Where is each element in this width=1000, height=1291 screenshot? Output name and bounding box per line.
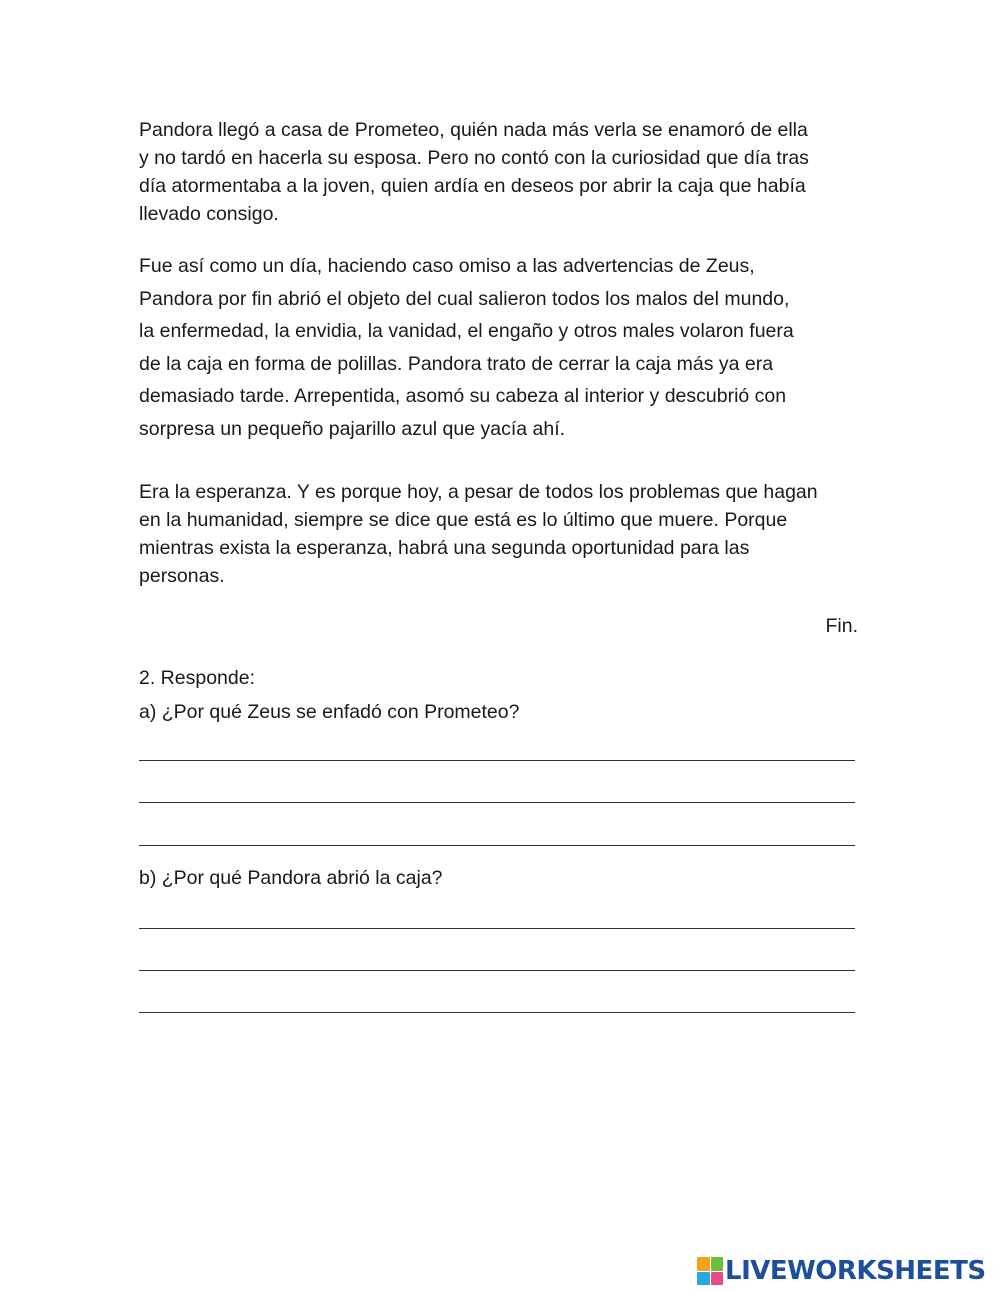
text-line: personas.	[139, 565, 225, 587]
text-line: día atormentaba a la joven, quien ardía en deseos por abrir la caja que había	[139, 175, 806, 197]
text-line: en la humanidad, siempre se dice que está es lo último que muere. Porque	[139, 509, 788, 531]
story-ending: Fin.	[825, 615, 858, 637]
text-line: demasiado tarde. Arrepentida, asomó su cabeza al interior y descubrió con	[139, 385, 787, 408]
text-line: sorpresa un pequeño pajarillo azul que yacía ahí.	[139, 417, 566, 440]
liveworksheets-logo	[697, 1254, 986, 1288]
logo-text: LIVEWORKSHEETS	[725, 1256, 986, 1286]
question-a: a) ¿Por qué Zeus se enfadó con Prometeo?	[139, 701, 520, 723]
answer-line-a2[interactable]	[139, 802, 855, 803]
text-line: Pandora por fin abrió el objeto del cual salieron todos los malos del mundo,	[139, 287, 790, 310]
text-line: y no tardó en hacerla su esposa. Pero no contó con la curiosidad que día tras	[139, 147, 809, 169]
text-line: Era la esperanza. Y es porque hoy, a pesar de todos los problemas que hagan	[139, 481, 818, 503]
answer-line-a3[interactable]	[139, 845, 855, 846]
story-paragraph-3	[139, 478, 864, 590]
story-paragraph-1	[139, 116, 864, 228]
text-line: la enfermedad, la envidia, la vanidad, el engaño y otros males volaron fuera	[139, 320, 794, 343]
text-line: de la caja en forma de polillas. Pandora trato de cerrar la caja más ya era	[139, 352, 774, 375]
answer-line-b3[interactable]	[139, 1012, 855, 1013]
text-line: Pandora llegó a casa de Prometeo, quién nada más verla se enamoró de ella	[139, 119, 808, 141]
answer-line-b2[interactable]	[139, 970, 855, 971]
question-b: b) ¿Por qué Pandora abrió la caja?	[139, 867, 443, 889]
questions-heading: 2. Responde:	[139, 667, 256, 689]
text-line: llevado consigo.	[139, 203, 279, 225]
liveworksheets-mark-icon	[697, 1257, 723, 1285]
story-paragraph-2	[139, 250, 864, 446]
answer-line-b1[interactable]	[139, 928, 855, 929]
answer-line-a1[interactable]	[139, 760, 855, 761]
text-line: mientras exista la esperanza, habrá una segunda oportunidad para las	[139, 537, 750, 559]
text-line: Fue así como un día, haciendo caso omiso a las advertencias de Zeus,	[139, 255, 755, 277]
